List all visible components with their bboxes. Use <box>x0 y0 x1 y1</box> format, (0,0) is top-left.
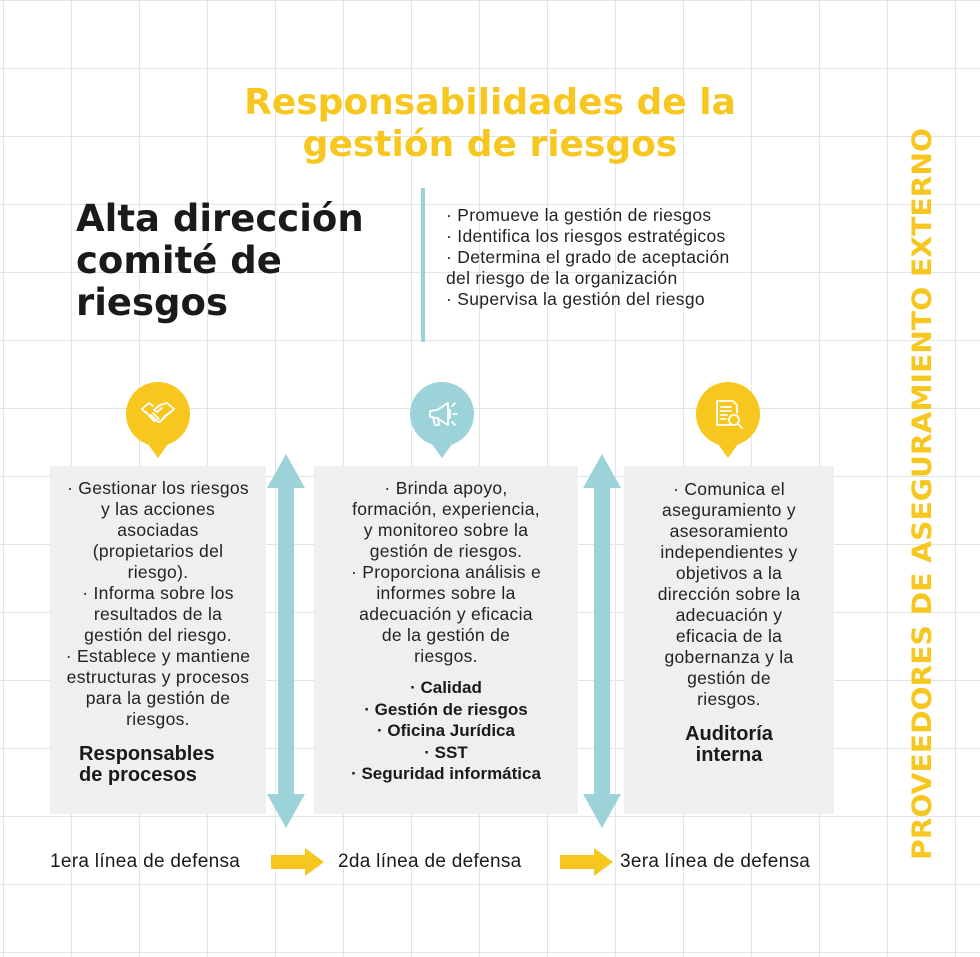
top-management-heading-line-3: riesgos <box>76 281 228 324</box>
description-line: formación, experiencia, <box>352 499 540 519</box>
divider-line <box>421 188 425 342</box>
description-line: de la gestión de <box>381 625 511 645</box>
third-line-description <box>624 466 834 710</box>
description-line: asesoramiento <box>669 521 789 541</box>
first-line-box <box>50 466 266 814</box>
description-line: · Informa sobre los <box>82 583 234 603</box>
description-line: y las acciones <box>100 499 216 519</box>
description-line: · Gestionar los riesgos <box>67 478 249 498</box>
description-line: eficacia de la <box>675 626 783 646</box>
first-line-heading <box>50 744 266 786</box>
heading-line: Responsables <box>79 743 215 765</box>
third-line-label: 3era línea de defensa <box>620 851 811 872</box>
responsibility-item: · Supervisa la gestión del riesgo <box>446 289 705 309</box>
description-line: riesgos. <box>126 709 190 729</box>
second-line-box <box>314 466 578 814</box>
description-line: estructuras y procesos <box>66 667 250 687</box>
first-line-label: 1era línea de defensa <box>50 851 241 872</box>
description-line: · Establece y mantiene <box>65 646 251 666</box>
second-line-description <box>314 466 578 667</box>
second-line-label: 2da línea de defensa <box>338 851 522 872</box>
document-search-icon <box>696 382 760 446</box>
description-line: gobernanza y la <box>664 647 794 667</box>
right-arrow-icon <box>271 848 325 876</box>
description-line: riesgos. <box>414 646 478 666</box>
description-line: riesgo). <box>127 562 189 582</box>
description-line: riesgos. <box>697 689 761 709</box>
top-management-heading-line-2: comité de <box>76 239 282 282</box>
right-arrow-icon <box>560 848 614 876</box>
top-management-heading <box>76 198 416 324</box>
title-line-2: gestión de riesgos <box>302 124 678 165</box>
description-line: y monitoreo sobre la <box>363 520 529 540</box>
description-line: independientes y <box>660 542 798 562</box>
top-management-heading-line-1: Alta dirección <box>76 197 364 240</box>
description-line: adecuación y <box>675 605 783 625</box>
description-line: resultados de la <box>93 604 223 624</box>
description-line: gestión de riesgos. <box>369 541 523 561</box>
external-assurance-label <box>893 122 953 862</box>
area-item: · Oficina Jurídica <box>377 721 515 740</box>
description-line: gestión de <box>687 668 771 688</box>
description-line: · Comunica el <box>673 479 785 499</box>
handshake-icon <box>126 382 190 446</box>
description-line: objetivos a la <box>675 563 783 583</box>
external-assurance-text: PROVEEDORES DE ASEGURAMIENTO EXTERNO <box>907 159 938 860</box>
responsibility-item: · Promueve la gestión de riesgos <box>446 205 712 225</box>
description-line: · Proporciona análisis e <box>350 562 542 582</box>
heading-line: Auditoría <box>685 723 773 745</box>
description-line: (propietarios del <box>92 541 224 561</box>
page-title <box>130 82 850 166</box>
description-line: gestión del riesgo. <box>84 625 232 645</box>
responsibility-item: · Identifica los riesgos estratégicos <box>446 226 726 246</box>
description-line: aseguramiento y <box>662 500 796 520</box>
area-item: · Calidad <box>410 678 482 697</box>
description-line: · Brinda apoyo, <box>384 478 508 498</box>
double-arrow-2-3 <box>582 452 622 830</box>
top-management-responsibilities <box>446 205 846 310</box>
heading-line: interna <box>695 744 763 766</box>
area-item: · SST <box>424 742 468 762</box>
heading-line: de procesos <box>79 764 197 786</box>
description-line: informes sobre la <box>376 583 516 603</box>
third-line-heading <box>624 724 834 766</box>
title-line-1: Responsabilidades de la <box>244 82 736 123</box>
double-arrow-1-2 <box>266 452 306 830</box>
megaphone-icon <box>410 382 474 446</box>
first-line-description <box>50 466 266 730</box>
area-item: · Seguridad informática <box>351 764 541 783</box>
description-line: dirección sobre la <box>657 584 801 604</box>
area-item: · Gestión de riesgos <box>364 699 528 719</box>
second-line-areas <box>314 677 578 785</box>
description-line: asociadas <box>117 520 199 540</box>
responsibility-item: del riesgo de la organización <box>446 268 678 288</box>
responsibility-item: · Determina el grado de aceptación <box>446 247 730 267</box>
description-line: adecuación y eficacia <box>359 604 533 624</box>
third-line-box <box>624 466 834 814</box>
description-line: para la gestión de <box>85 688 231 708</box>
